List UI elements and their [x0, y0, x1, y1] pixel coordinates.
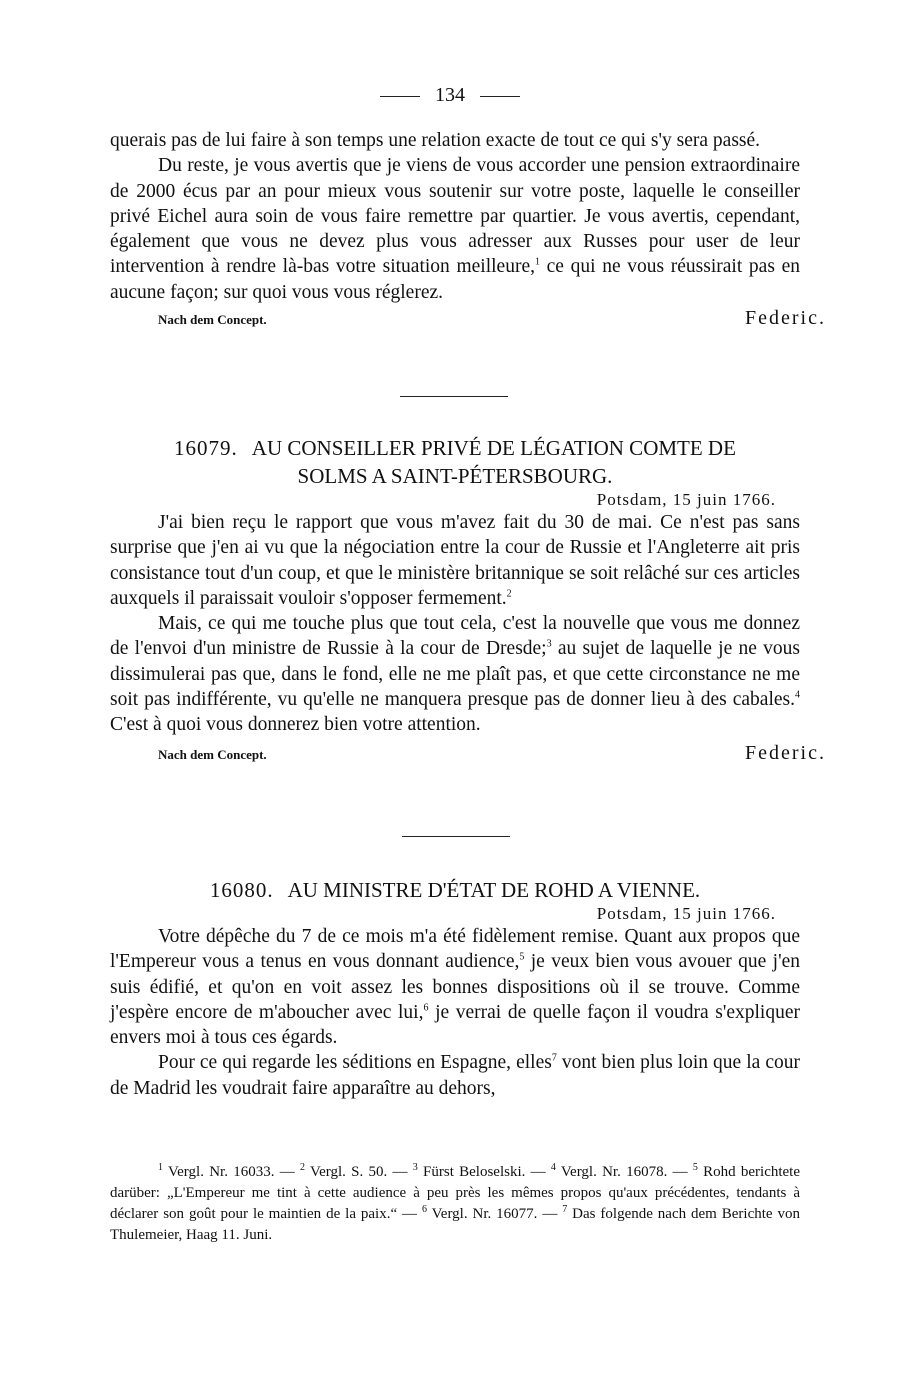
signature: Federic. — [745, 741, 826, 764]
place: Potsdam, — [596, 904, 668, 923]
header-dash-left — [380, 96, 420, 97]
page-header — [0, 84, 900, 107]
dateline — [110, 490, 800, 510]
letter-paragraph-2: Pour ce qui regarde les séditions en Espagne, elles$^7$ vont bien plus loin que la cour de Madrid les voudrait faire apparaître au dehors, — [110, 1052, 800, 1099]
letter-heading — [110, 876, 800, 904]
date: 15 juin 1766. — [672, 490, 776, 509]
footnote-ref: 6 — [423, 1002, 429, 1014]
letter-title: AU MINISTRE D'ÉTAT DE ROHD A VIENNE. — [287, 878, 701, 902]
letter-title-line1: AU CONSEILLER PRIVÉ DE LÉGATION COMTE DE — [251, 436, 736, 460]
letter-heading — [110, 434, 800, 490]
footnote-ref: 4 — [795, 689, 800, 701]
letter-title-line2: SOLMS A SAINT-PÉTERSBOURG. — [297, 464, 613, 488]
footnote-ref: 7 — [551, 1052, 557, 1064]
continuation-section — [110, 128, 826, 330]
place: Potsdam, — [596, 490, 668, 509]
letter-number: 16079. — [174, 436, 238, 460]
dateline — [110, 904, 800, 924]
continuation-paragraph-1: querais pas de lui faire à son temps une relation exacte de tout ce qui s'y sera passé. — [110, 130, 761, 151]
footnote-ref: 2 — [506, 588, 512, 600]
section-divider — [400, 396, 508, 397]
page-number: 134 — [435, 84, 465, 106]
letter-number: 16080. — [209, 878, 274, 902]
section-divider — [402, 836, 510, 837]
footnote-ref: 1 — [534, 256, 540, 268]
source-note: Nach dem Concept. — [158, 746, 267, 762]
letter-16080 — [110, 876, 800, 1101]
letter-paragraph-2: Mais, ce qui me touche plus que tout cela, c'est la nouvelle que vous me donnez de l'envoi d'un ministre de Russie à la cour de Dresde;$^3$ au sujet de laquelle je ne vous dissimulerai pas que, dans le fond, elle ne me plaît pas, et que cette circonstance ne me soit pas indifférente, vu qu'elle ne manquera presque pas de donner lieu à des cabales.$^4$ C'est à quoi vous donnerez bien votre attention. — [110, 613, 800, 736]
continuation-paragraph-2: Du reste, je vous avertis que je viens de vous accorder une pension extraordinaire de 2000 écus par an pour mieux vous soutenir sur votre poste, laquelle le conseiller privé Eichel aura soin de vous faire remettre par quartier. Je vous avertis, cependant, également que vous ne devez plus vous adresser aux Russes pour user de leur intervention à rendre là-bas votre situation meilleure,$^1$ ce qui ne vous réussirait pas en aucune façon; sur quoi vous vous réglerez. — [110, 155, 800, 303]
signature: Federic. — [745, 307, 826, 330]
header-dash-right — [480, 96, 520, 97]
letter-paragraph-1: J'ai bien reçu le rapport que vous m'avez fait du 30 de mai. Ce n'est pas sans surprise que j'en ai vu que la négociation entre la cour de Russie et l'Angleterre ait pris consistance tout d'un coup, et que le ministère britannique se soit relâché sur ces articles auxquels il paraissait vouloir s'opposer fermement.$^2$ — [110, 512, 800, 609]
source-note: Nach dem Concept. — [158, 312, 267, 328]
signature-row — [158, 307, 826, 330]
letter-16079 — [110, 434, 826, 765]
footnote-ref: 3 — [546, 638, 552, 650]
date: 15 juin 1766. — [672, 904, 776, 923]
signature-row — [158, 742, 826, 765]
footnotes: $^1$ Vergl. Nr. 16033. — $^2$ Vergl. S. 50. — $^3$ Fürst Beloselski. — $^4$ Vergl. Nr. 16078. — $^5$ Rohd berichtete darüber: „L'Empereur me tint à cette audience à peu près les mêmes propos qu'aux précédentes, tendants à déclarer son goût pour le maintien de la paix.“ — $^6$ Vergl. Nr. 16077. — $^7$ Das folgende nach dem Berichte von Thulemeier, Haag 11. Juni. — [110, 1162, 800, 1243]
letter-paragraph-1: Votre dépêche du 7 de ce mois m'a été fidèlement remise. Quant aux propos que l'Empereur vous a tenus en vous donnant audience,$^5$ je veux bien vous avouer que j'en suis édifié, et qu'on en voit assez les bonnes dispositions où il se trouve. Comme j'espère encore de m'aboucher avec lui,$^6$ je verrai de quelle façon il voudra s'expliquer envers moi à tous ces égards. — [110, 926, 800, 1049]
footnote-ref: 5 — [519, 951, 525, 963]
